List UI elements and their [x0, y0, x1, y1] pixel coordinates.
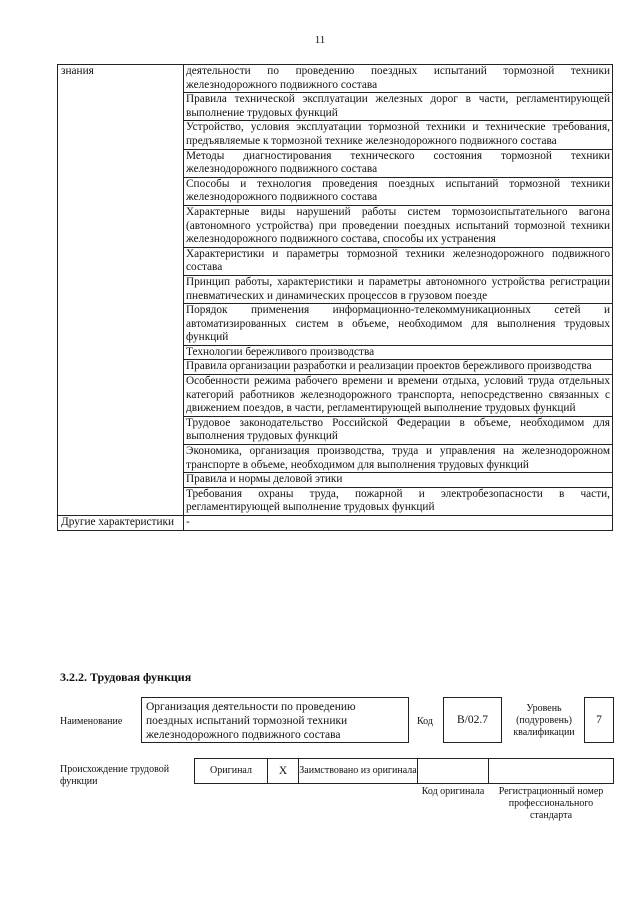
function-name-value: Организация деятельности по проведению поездных испытаний тормозной техники железнодорожного подвижного состава [146, 701, 356, 741]
row-label [58, 275, 184, 303]
table-row [58, 149, 613, 177]
function-code-value: B/02.7 [457, 714, 488, 726]
table-row [58, 345, 613, 360]
function-name-box [141, 697, 409, 743]
original-mark: X [278, 765, 288, 777]
section-heading: 3.2.2. Трудовая функция [60, 670, 192, 684]
row-label [58, 247, 184, 275]
row-text: Правила технической эксплуатации железных дорог в части, регламентирующей выполнение трудовых функций [184, 93, 613, 121]
reg-number-cell [488, 758, 614, 784]
row-text: Экономика, организация производства, труда и управления на железнодорожном транспорте в объеме, необходимом для выполнения трудовых функций [184, 445, 613, 473]
row-label [58, 345, 184, 360]
level-box [584, 697, 614, 743]
function-code-box [443, 697, 502, 743]
table-row [58, 247, 613, 275]
borrowed-label: Заимствовано из оригинала [298, 758, 418, 784]
code-label: Код [417, 716, 433, 727]
reg-caption: Регистрационный номер профессионального стандарта [498, 786, 604, 821]
row-label: Другие характеристики [58, 516, 184, 531]
row-text: Правила и нормы деловой этики [184, 473, 613, 488]
row-text: Требования охраны труда, пожарной и электробезопасности в части, регламентирующей выполнение трудовых функций [184, 487, 613, 515]
row-label [58, 93, 184, 121]
table-row [58, 516, 613, 531]
table-row [58, 360, 613, 375]
row-label [58, 416, 184, 444]
row-label [58, 304, 184, 346]
name-label: Наименование [60, 716, 123, 727]
table-row [58, 304, 613, 346]
row-label [58, 149, 184, 177]
table-row [58, 487, 613, 515]
row-label [58, 360, 184, 375]
original-mark-box [267, 758, 299, 784]
table-row [58, 205, 613, 247]
row-text: Характеристики и параметры тормозной техники железнодорожного подвижного состава [184, 247, 613, 275]
table-row [58, 445, 613, 473]
page-number: 11 [314, 34, 326, 46]
row-text: Особенности режима рабочего времени и времени отдыха, условий труда отдельных категорий работников железнодорожного транспорта, непосредственно связанных с движением поездов, в части, регламентирующей выполнение трудовых функций [184, 375, 613, 417]
row-label [58, 375, 184, 417]
origin-label: Происхождение трудовой функции [60, 764, 170, 787]
original-label: Оригинал [210, 765, 252, 776]
row-label [58, 445, 184, 473]
row-text: Технологии бережливого производства [184, 345, 613, 360]
table-row [58, 275, 613, 303]
level-value: 7 [596, 714, 602, 726]
knowledge-table [57, 64, 613, 531]
row-label [58, 177, 184, 205]
row-label: знания [58, 65, 184, 93]
row-text: Порядок применения информационно-телекоммуникационных сетей и автоматизированных систем в объеме, необходимом для выполнения трудовых функций [184, 304, 613, 346]
table-row [58, 473, 613, 488]
row-text: Характерные виды нарушений работы систем тормозоиспытательного вагона (автономного устройства) при проведении поездных испытаний тормозной техники железнодорожного подвижного состава, способы их устранения [184, 205, 613, 247]
row-label [58, 205, 184, 247]
row-text: Способы и технология проведения поездных испытаний тормозной техники железнодорожного подвижного состава [184, 177, 613, 205]
level-label: Уровень (подуровень) квалификации [513, 703, 575, 738]
row-text: Трудовое законодательство Российской Федерации в объеме, необходимом для выполнения трудовых функций [184, 416, 613, 444]
row-text: - [184, 516, 613, 531]
row-label [58, 121, 184, 149]
table-row [58, 375, 613, 417]
original-code-cell [417, 758, 489, 784]
table-row [58, 65, 613, 93]
row-text: Методы диагностирования технического состояния тормозной техники железнодорожного подвижного состава [184, 149, 613, 177]
row-text: Устройство, условия эксплуатации тормозной техники и технические требования, предъявляемые к тормозной технике железнодорожного подвижного состава [184, 121, 613, 149]
code-caption: Код оригинала [421, 786, 485, 797]
table-row [58, 121, 613, 149]
table-row [58, 177, 613, 205]
table-row [58, 93, 613, 121]
row-text: деятельности по проведению поездных испытаний тормозной техники железнодорожного подвижного состава [184, 65, 613, 93]
row-text: Правила организации разработки и реализации проектов бережливого производства [184, 360, 613, 375]
row-text: Принцип работы, характеристики и параметры автономного устройства регистрации пневматических и динамических процессов в грузовом поезде [184, 275, 613, 303]
table-row [58, 416, 613, 444]
row-label [58, 473, 184, 488]
row-label [58, 487, 184, 515]
